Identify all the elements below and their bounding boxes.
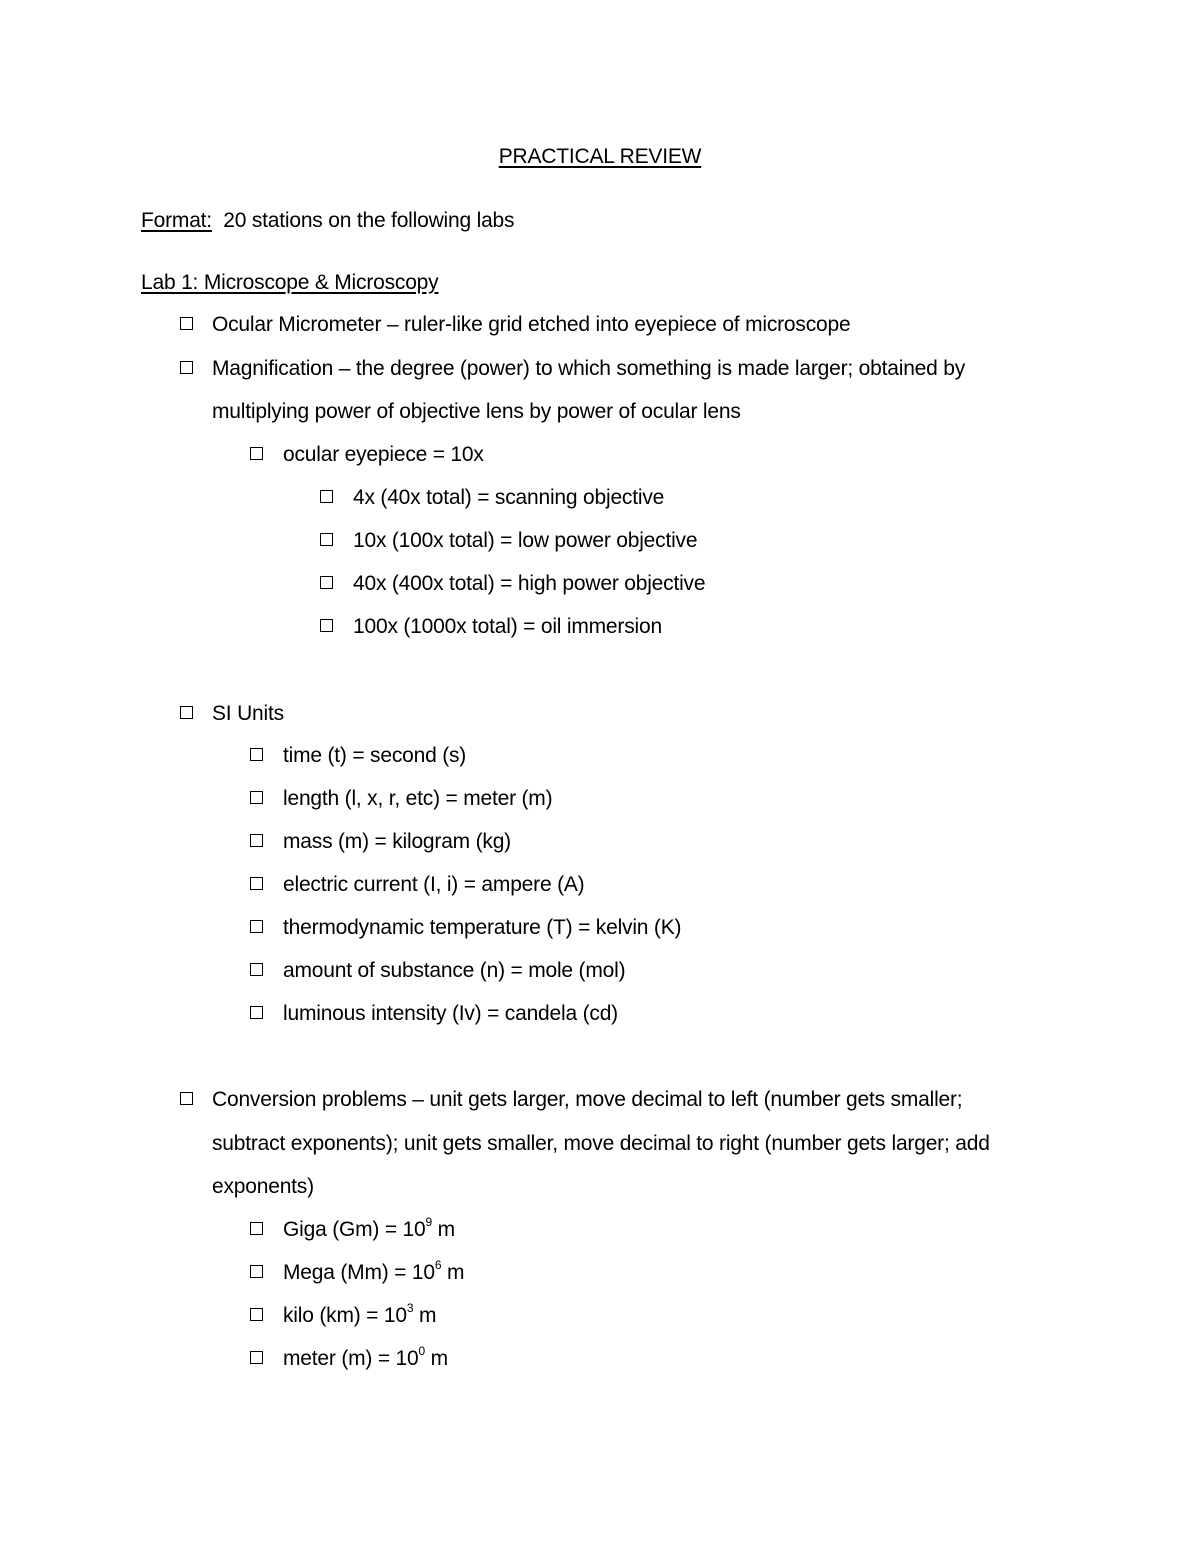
format-line: [141, 210, 514, 231]
checkbox[interactable]: [250, 1351, 263, 1364]
checkbox[interactable]: [180, 1092, 193, 1105]
list-item: 40x (400x total) = high power objective: [353, 572, 706, 595]
checkbox[interactable]: [320, 576, 333, 589]
list-item-continuation: exponents): [212, 1175, 314, 1198]
list-item: time (t) = second (s): [283, 744, 467, 767]
list-item-continuation: subtract exponents); unit gets smaller, move decimal to right (number gets larger; add: [212, 1132, 990, 1155]
list-item: SI Units: [212, 702, 284, 725]
list-item: length (l, x, r, etc) = meter (m): [283, 787, 553, 810]
list-item: Mega $(Mm) = 10^6$ m: [283, 1258, 465, 1284]
checkbox[interactable]: [320, 533, 333, 546]
checkbox[interactable]: [250, 920, 263, 933]
list-item: ocular eyepiece = 10x: [283, 443, 484, 466]
list-item: mass (m) = kilogram (kg): [283, 830, 511, 853]
checkbox[interactable]: [180, 706, 193, 719]
list-item: Giga $(Gm) = 10^9$ m: [283, 1215, 455, 1241]
list-item: meter $(m) = 10^0$ m: [283, 1344, 448, 1370]
list-item: 10x (100x total) = low power objective: [353, 529, 698, 552]
list-item-continuation: multiplying power of objective lens by power of ocular lens: [212, 400, 741, 423]
format-label: Format:: [141, 209, 212, 232]
list-item: 100x (1000x total) = oil immersion: [353, 615, 662, 638]
checkbox[interactable]: [250, 1006, 263, 1019]
checkbox[interactable]: [250, 1265, 263, 1278]
lab1-heading: Lab 1: Microscope & Microscopy: [141, 271, 439, 294]
list-item: electric current (I, i) = ampere (A): [283, 873, 585, 896]
checkbox[interactable]: [250, 877, 263, 890]
list-item: amount of substance (n) = mole (mol): [283, 959, 626, 982]
list-item: luminous intensity (Iv) = candela (cd): [283, 1002, 618, 1025]
list-item: Magnification – the degree (power) to which something is made larger; obtained by: [212, 357, 966, 380]
list-item: kilo $(km) = 10^3$ m: [283, 1301, 437, 1327]
checkbox[interactable]: [250, 834, 263, 847]
checkbox[interactable]: [180, 317, 193, 330]
checkbox[interactable]: [250, 1308, 263, 1321]
list-item: Ocular Micrometer – ruler-like grid etched into eyepiece of microscope: [212, 313, 851, 336]
list-item: Conversion problems – unit gets larger, move decimal to left (number gets smaller;: [212, 1088, 963, 1111]
checkbox[interactable]: [180, 361, 193, 374]
checkbox[interactable]: [250, 447, 263, 460]
list-item: 4x (40x total) = scanning objective: [353, 486, 665, 509]
page-title: PRACTICAL REVIEW: [498, 145, 702, 168]
list-item: thermodynamic temperature (T) = kelvin (K): [283, 916, 682, 939]
checkbox[interactable]: [320, 619, 333, 632]
checkbox[interactable]: [250, 748, 263, 761]
checkbox[interactable]: [320, 490, 333, 503]
checkbox[interactable]: [250, 791, 263, 804]
checkbox[interactable]: [250, 963, 263, 976]
format-text: 20 stations on the following labs: [223, 209, 515, 232]
checkbox[interactable]: [250, 1222, 263, 1235]
